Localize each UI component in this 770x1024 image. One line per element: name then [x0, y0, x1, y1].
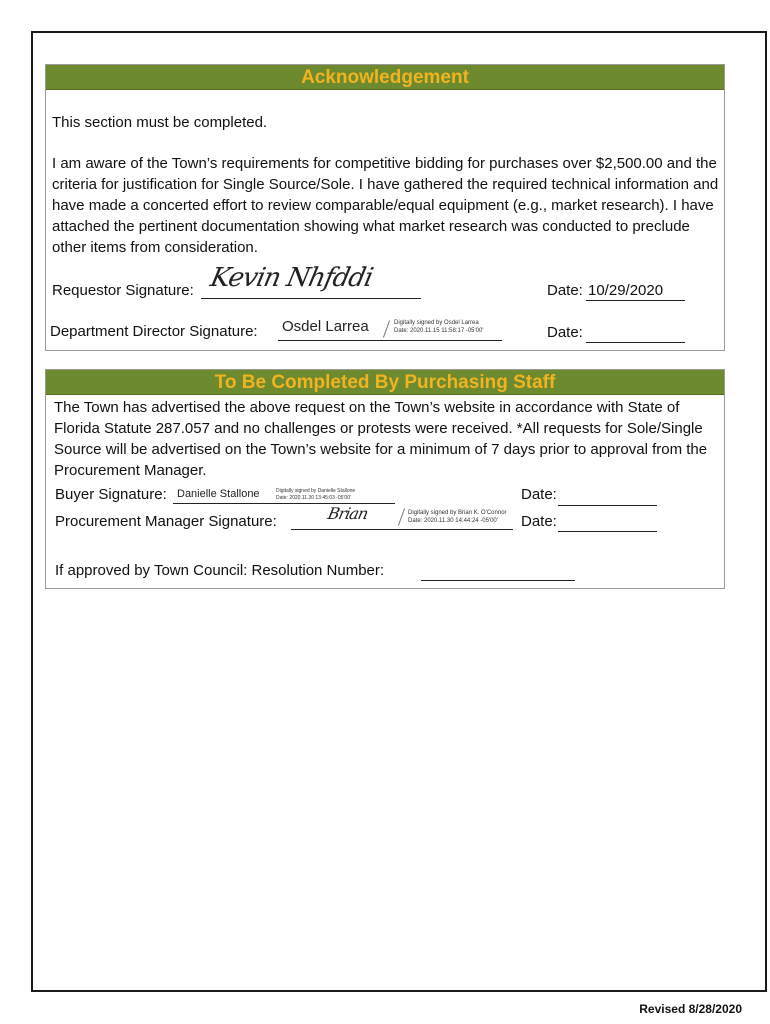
procurement-signature-line[interactable]: [291, 529, 513, 530]
requestor-signature-line[interactable]: [201, 298, 421, 299]
director-signer-name: Osdel Larrea: [282, 318, 369, 335]
director-signature-line[interactable]: [278, 340, 502, 341]
purchasing-statement: The Town has advertised the above request on the Town’s website in accordance with State of Florida Statute 287.057 and no challenges or protests were received. *All requests for Sole/Single Source will be advertised on the Town’s website for a minimum of 7 days prior to approval from the Procurement Manager.: [54, 399, 708, 479]
director-date-label: Date:: [547, 324, 583, 341]
requestor-signature-label: Requestor Signature:: [52, 282, 194, 299]
purchasing-header: To Be Completed By Purchasing Staff: [46, 370, 724, 395]
director-date-line[interactable]: [586, 342, 685, 343]
buyer-signer-name: Danielle Stallone: [177, 488, 260, 500]
procurement-handwritten-signature: Brian: [325, 504, 370, 523]
acknowledgement-header: Acknowledgement: [46, 65, 724, 90]
procurement-signature-divider: [398, 508, 405, 525]
council-resolution-label: If approved by Town Council: Resolution Number:: [55, 562, 385, 579]
buyer-date-line[interactable]: [558, 505, 657, 506]
procurement-date-line[interactable]: [558, 531, 657, 532]
director-digital-line2: Date: 2020.11.15 11:58:17 -05'00': [394, 328, 484, 334]
acknowledgement-intro: This section must be completed.: [52, 114, 268, 131]
buyer-digital-line1: Digitally signed by Danielle Stallone: [276, 488, 356, 494]
procurement-digital-line2: Date: 2020.11.30 14:44:24 -05'00': [408, 518, 498, 524]
requestor-date-value: 10/29/2020: [588, 282, 664, 299]
buyer-signature-label: Buyer Signature:: [55, 486, 167, 503]
requestor-date-line[interactable]: [586, 300, 685, 301]
acknowledgement-section: [45, 64, 725, 351]
director-digital-line1: Digitally signed by Osdel Larrea: [394, 320, 479, 326]
procurement-date-label: Date:: [521, 513, 557, 530]
requestor-handwritten-signature: Kevin Nhfddi: [207, 263, 376, 293]
procurement-digital-line1: Digitally signed by Brian K. O'Connor: [408, 510, 507, 516]
requestor-date-label: Date:: [547, 282, 583, 299]
revised-date: Revised 8/28/2020: [639, 1002, 742, 1016]
procurement-signature-label: Procurement Manager Signature:: [55, 513, 277, 530]
digital-signature-divider: [383, 320, 390, 337]
purchasing-section: [45, 369, 725, 589]
acknowledgement-statement: I am aware of the Town’s requirements for competitive bidding for purchases over $2,500.00 and the criteria for justification for Single Source/Sole. I have gathered the required technical information and have made a concerted effort to review comparable/equal equipment (e.g., market research). I have attached the pertinent documentation showing what market research was conducted to preclude other items from consideration.: [52, 155, 719, 256]
council-resolution-line[interactable]: [421, 580, 575, 581]
director-signature-label: Department Director Signature:: [50, 323, 258, 340]
buyer-digital-line2: Date: 2020.11.30 13:45:03 -05'00': [276, 495, 351, 501]
buyer-date-label: Date:: [521, 486, 557, 503]
